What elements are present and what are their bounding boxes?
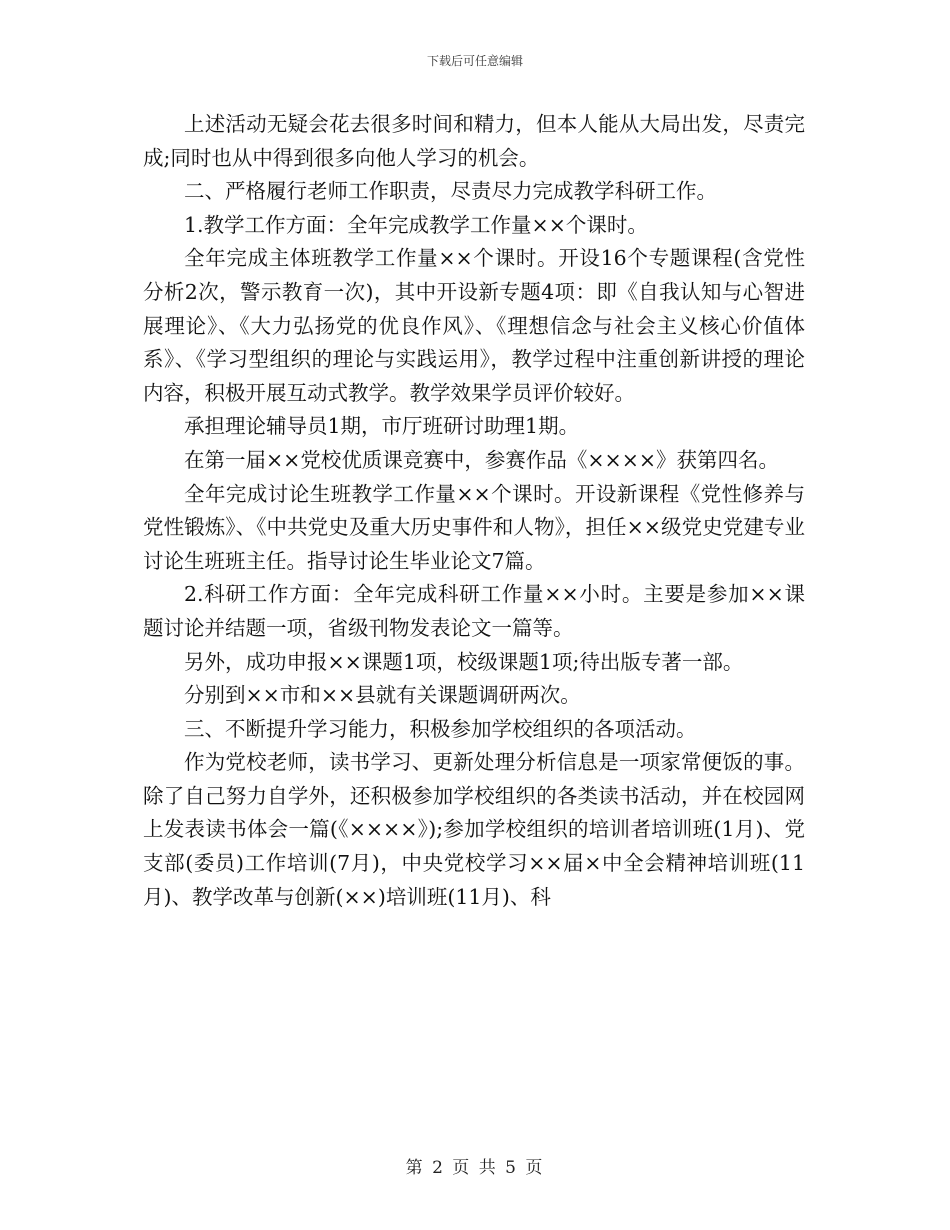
document-body bbox=[143, 108, 805, 914]
page-header: 下载后可任意编辑 bbox=[426, 54, 523, 68]
section-heading: 二、严格履行老师工作职责，尽责尽力完成教学科研工作。 bbox=[184, 179, 717, 204]
paragraph: 全年完成讨论生班教学工作量××个课时。开设新课程《党性修养与党性锻炼》、《中共党史及重大历史事件和人物》，担任××级党史党建专业讨论生班班主任。指导讨论生毕业论文7篇。 bbox=[143, 481, 805, 573]
paragraph: 上述活动无疑会花去很多时间和精力，但本人能从大局出发，尽责完成;同时也从中得到很多向他人学习的机会。 bbox=[143, 112, 805, 170]
paragraph: 作为党校老师，读书学习、更新处理分析信息是一项家常便饭的事。除了自己努力自学外，还积极参加学校组织的各类读书活动，并在校园网上发表读书体会一篇(《××××》);参加学校组织的培训者培训班(1月)、党支部(委员)工作培训(7月)，中央党校学习××届×中全会精神培训班(11月)、教学改革与创新(××)培训班(11月)、科 bbox=[143, 750, 805, 909]
subsection-heading: 2.科研工作方面：全年完成科研工作量××小时。主要是参加××课题讨论并结题一项，省级刊物发表论文一篇等。 bbox=[143, 582, 805, 640]
paragraph: 全年完成主体班教学工作量××个课时。开设16个专题课程(含党性分析2次，警示教育一次)，其中开设新专题4项：即《自我认知与心智进展理论》、《大力弘扬党的优良作风》、《理想信念与社会主义核心价值体系》、《学习型组织的理论与实践运用》，教学过程中注重创新讲授的理论内容，积极开展互动式教学。教学效果学员评价较好。 bbox=[143, 246, 805, 405]
paragraph: 分别到××市和××县就有关课题调研两次。 bbox=[184, 683, 581, 708]
page-number-footer: 第 2 页 共 5 页 bbox=[405, 1158, 545, 1178]
paragraph: 在第一届××党校优质课竞赛中，参赛作品《××××》获第四名。 bbox=[184, 447, 780, 472]
section-heading: 三、不断提升学习能力，积极参加学校组织的各项活动。 bbox=[184, 716, 697, 741]
subsection-heading: 1.教学工作方面：全年完成教学工作量××个课时。 bbox=[184, 212, 648, 237]
paragraph: 承担理论辅导员1期，市厅班研讨助理1期。 bbox=[184, 414, 580, 439]
paragraph: 另外，成功申报××课题1项，校级课题1项;待出版专著一部。 bbox=[184, 649, 744, 674]
